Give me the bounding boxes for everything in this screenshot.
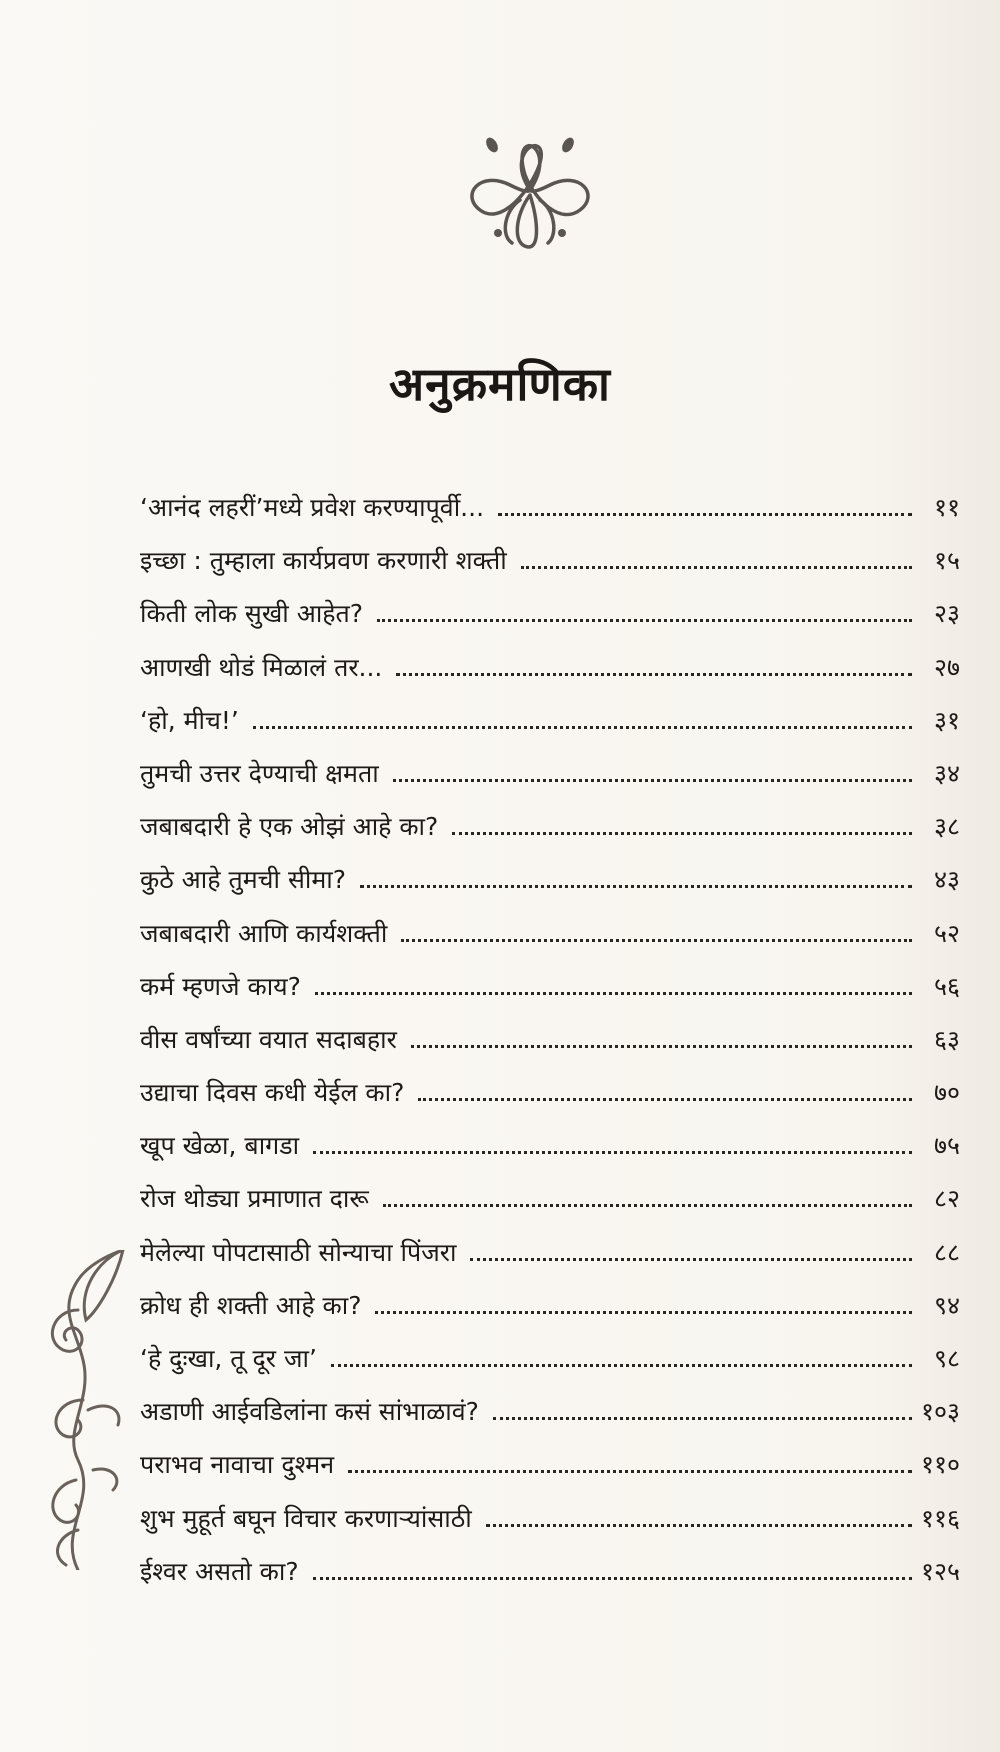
dot-leader — [348, 1470, 912, 1473]
dot-leader — [313, 1151, 912, 1154]
toc-entry — [140, 703, 960, 756]
toc-entry-title: ‘आनंद लहरीं’मध्ये प्रवेश करण्यापूर्वी... — [140, 493, 485, 522]
dot-leader — [377, 619, 912, 622]
toc-entry — [140, 1022, 960, 1075]
dot-leader — [331, 1364, 912, 1367]
toc-entry — [140, 1341, 960, 1394]
toc-entry-title: ‘हे दुःखा, तू दूर जा’ — [140, 1344, 317, 1373]
toc-page-number: २३ — [933, 599, 960, 629]
toc-entry — [140, 1181, 960, 1234]
dot-leader — [401, 939, 912, 942]
toc-entry-title: वीस वर्षांच्या वयात सदाबहार — [140, 1024, 397, 1054]
toc-entry — [140, 1554, 960, 1607]
toc-page-number: १०३ — [920, 1397, 960, 1427]
toc-page-number: ७० — [933, 1078, 960, 1108]
toc-page-number: १५ — [933, 546, 960, 576]
toc-page-number: ५६ — [933, 971, 960, 1001]
toc-page-number: ३१ — [933, 705, 960, 735]
toc-entry — [140, 1128, 960, 1181]
toc-page-number: ६३ — [933, 1024, 960, 1054]
toc-entry-title: शुभ मुहूर्त बघून विचार करणाऱ्यांसाठी — [140, 1503, 472, 1533]
toc-entry-title: क्रोध ही शक्ती आहे का? — [140, 1290, 362, 1320]
table-of-contents — [140, 490, 960, 1607]
toc-entry-title: खूप खेळा, बागडा — [140, 1131, 300, 1161]
toc-entry-title: अडाणी आईवडिलांना कसं सांभाळावं? — [140, 1397, 479, 1427]
toc-entry — [140, 916, 960, 969]
toc-page-number: ८८ — [933, 1237, 960, 1267]
toc-page-number: ८२ — [933, 1184, 960, 1214]
toc-page-number: ११६ — [920, 1503, 960, 1533]
toc-entry — [140, 1288, 960, 1341]
toc-entry — [140, 1235, 960, 1288]
toc-page-number: ९८ — [933, 1344, 960, 1373]
toc-page-number: ५२ — [933, 918, 960, 948]
toc-entry — [140, 650, 960, 703]
toc-entry — [140, 596, 960, 649]
toc-entry-title: किती लोक सुखी आहेत? — [140, 599, 364, 629]
toc-entry — [140, 490, 960, 543]
toc-entry-title: जबाबदारी हे एक ओझं आहे का? — [140, 812, 439, 842]
toc-entry-title: रोज थोड्या प्रमाणात दारू — [140, 1184, 369, 1214]
toc-entry — [140, 543, 960, 596]
toc-entry — [140, 1501, 960, 1554]
dot-leader — [411, 1045, 912, 1048]
toc-entry-title: पराभव नावाचा दुश्मन — [140, 1450, 335, 1480]
dot-leader — [521, 566, 912, 569]
toc-entry-title: ईश्वर असतो का? — [140, 1556, 299, 1586]
toc-entry — [140, 1447, 960, 1500]
dot-leader — [313, 1577, 912, 1580]
toc-entry-title: उद्याचा दिवस कधी येईल का? — [140, 1078, 405, 1108]
dot-leader — [360, 885, 912, 888]
toc-entry-title: मेलेल्या पोपटासाठी सोन्याचा पिंजरा — [140, 1237, 457, 1267]
toc-entry — [140, 862, 960, 915]
toc-entry — [140, 809, 960, 862]
toc-page-number: ४३ — [933, 865, 960, 895]
toc-page-number: ७५ — [933, 1131, 960, 1161]
toc-entry — [140, 1394, 960, 1447]
toc-page-number: ९४ — [933, 1290, 960, 1320]
toc-entry-title: जबाबदारी आणि कार्यशक्ती — [140, 918, 388, 948]
toc-page-number: ११ — [933, 493, 960, 522]
floral-flourish-icon — [440, 115, 620, 265]
toc-page-number: १२५ — [920, 1556, 960, 1586]
toc-entry-title: कुठे आहे तुमची सीमा? — [140, 865, 347, 895]
toc-page-number: २७ — [933, 652, 960, 682]
dot-leader — [498, 513, 912, 516]
dot-leader — [253, 726, 912, 729]
dot-leader — [393, 779, 912, 782]
dot-leader — [470, 1258, 912, 1261]
toc-page-number: ३८ — [933, 812, 960, 842]
page-title: अनुक्रमणिका — [389, 357, 611, 411]
toc-entry — [140, 1075, 960, 1128]
toc-entry-title: ‘हो, मीच!’ — [140, 705, 239, 735]
dot-leader — [452, 832, 912, 835]
dot-leader — [418, 1098, 912, 1101]
dot-leader — [396, 673, 912, 676]
dot-leader — [315, 992, 912, 995]
toc-entry-title: तुमची उत्तर देण्याची क्षमता — [140, 758, 379, 788]
leaf-vine-icon — [38, 1250, 128, 1570]
toc-entry-title: इच्छा : तुम्हाला कार्यप्रवण करणारी शक्ती — [140, 546, 507, 576]
toc-entry-title: कर्म म्हणजे काय? — [140, 971, 301, 1001]
toc-page-number: ११० — [920, 1450, 960, 1480]
toc-entry-title: आणखी थोडं मिळालं तर... — [140, 652, 383, 682]
toc-entry — [140, 969, 960, 1022]
toc-page-number: ३४ — [933, 758, 960, 788]
dot-leader — [493, 1417, 912, 1420]
dot-leader — [486, 1524, 912, 1527]
dot-leader — [375, 1311, 912, 1314]
toc-entry — [140, 756, 960, 809]
dot-leader — [383, 1204, 912, 1207]
